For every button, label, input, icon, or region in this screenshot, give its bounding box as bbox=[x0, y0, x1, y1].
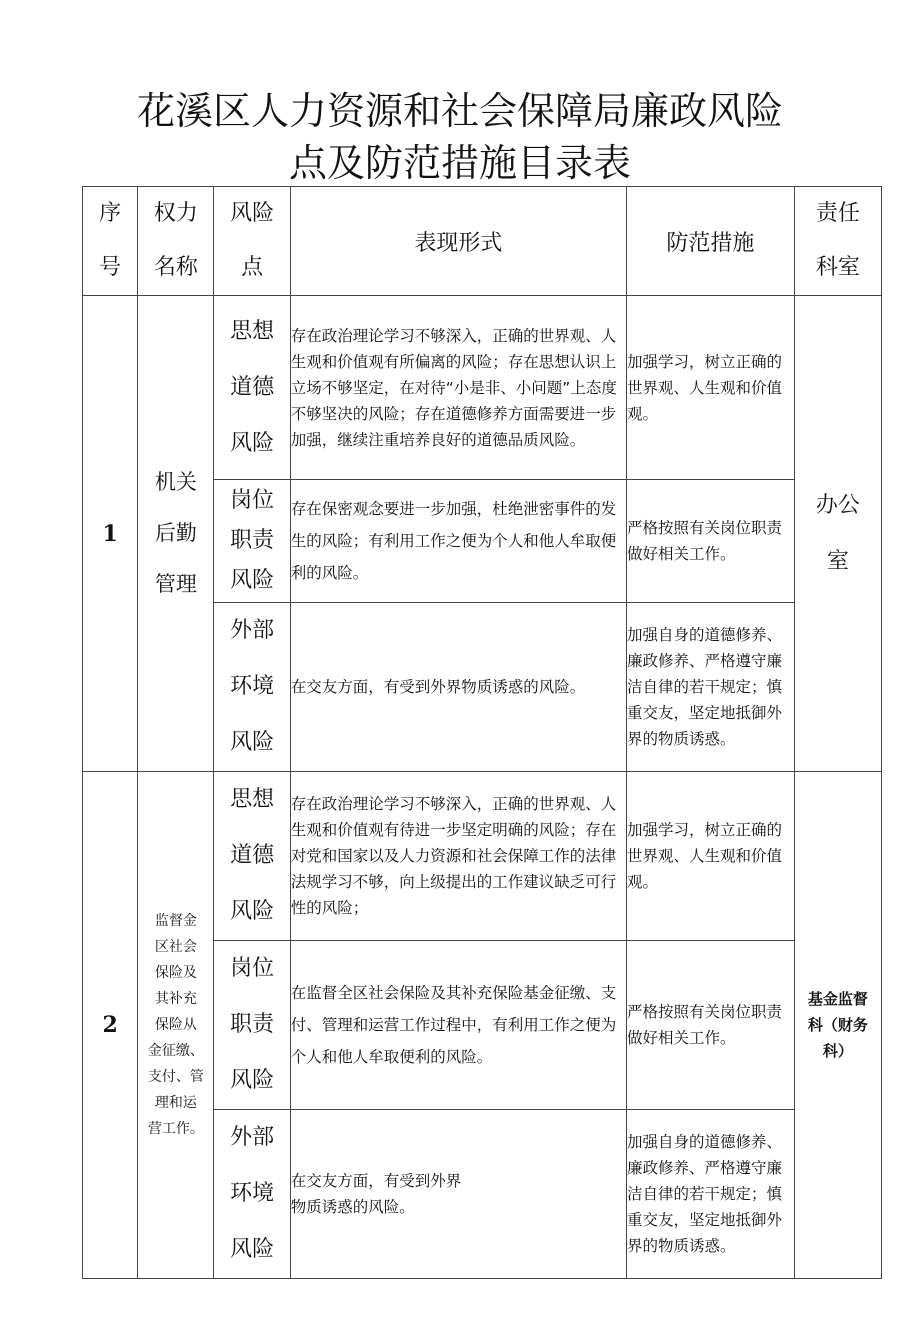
page-title-line-2: 点及防范措施目录表 bbox=[288, 141, 631, 185]
row-power-name: 机关 后勤 管理 bbox=[138, 296, 214, 772]
risk-table bbox=[82, 186, 882, 1279]
row-measures: 加强自身的道德修养、廉政修养、严格遵守廉洁自律的若干规定；慎重交友，坚定地抵御外界的物质诱惑。 bbox=[627, 603, 795, 772]
row-measures: 加强自身的道德修养、廉政修养、严格遵守廉洁自律的若干规定；慎重交友，坚定地抵御外界的物质诱惑。 bbox=[627, 1110, 795, 1279]
row-department: 基金监督 科（财务 科） bbox=[794, 772, 881, 1279]
row-measures: 严格按照有关岗位职责做好相关工作。 bbox=[627, 480, 795, 603]
table-row bbox=[83, 296, 882, 480]
row-risk-point: 外部 环境 风险 bbox=[214, 1110, 290, 1279]
header-risk-point: 风险 点 bbox=[214, 187, 290, 296]
row-manifestation: 在监督全区社会保险及其补充保险基金征缴、支付、管理和运营工作过程中，有利用工作之便为个人和他人牟取便利的风险。 bbox=[290, 941, 626, 1110]
row-seq: 1 bbox=[83, 296, 138, 772]
page-title-line-1: 花溪区人力资源和社会保障局廉政风险 bbox=[136, 89, 783, 133]
row-manifestation: 在交友方面，有受到外界 物质诱惑的风险。 bbox=[290, 1110, 626, 1279]
row-risk-point: 思想 道德 风险 bbox=[214, 296, 290, 480]
header-seq: 序 号 bbox=[83, 187, 138, 296]
header-manifestation: 表现形式 bbox=[290, 187, 626, 296]
row-manifestation: 存在保密观念要进一步加强，杜绝泄密事件的发生的风险；有利用工作之便为个人和他人牟取便利的风险。 bbox=[290, 480, 626, 603]
row-manifestation: 存在政治理论学习不够深入，正确的世界观、人生观和价值观有待进一步坚定明确的风险；存在对党和国家以及人力资源和社会保障工作的法律法规学习不够，向上级提出的工作建议缺乏可行性的风险； bbox=[290, 772, 626, 941]
table-header-row bbox=[83, 187, 882, 296]
row-risk-point: 岗位 职责 风险 bbox=[214, 941, 290, 1110]
header-measures: 防范措施 bbox=[627, 187, 795, 296]
row-risk-point: 思想 道德 风险 bbox=[214, 772, 290, 941]
row-manifestation: 存在政治理论学习不够深入，正确的世界观、人生观和价值观有所偏离的风险；存在思想认识上立场不够坚定，在对待“小是非、小问题”上态度不够坚决的风险；存在道德修养方面需要进一步加强，继续注重培养良好的道德品质风险。 bbox=[290, 296, 626, 480]
table-row bbox=[83, 772, 882, 941]
row-risk-point: 外部 环境 风险 bbox=[214, 603, 290, 772]
row-risk-point: 岗位 职责 风险 bbox=[214, 480, 290, 603]
row-power-name: 监督金 区社会 保险及 其补充 保险从 金征缴、 支付、管 理和运 营工作。 bbox=[138, 772, 214, 1279]
row-department: 办公 室 bbox=[794, 296, 881, 772]
row-measures: 严格按照有关岗位职责做好相关工作。 bbox=[627, 941, 795, 1110]
header-power-name: 权力 名称 bbox=[138, 187, 214, 296]
row-seq: 2 bbox=[83, 772, 138, 1279]
row-measures: 加强学习，树立正确的世界观、人生观和价值观。 bbox=[627, 772, 795, 941]
row-manifestation: 在交友方面，有受到外界物质诱惑的风险。 bbox=[290, 603, 626, 772]
header-department: 责任 科室 bbox=[794, 187, 881, 296]
row-measures: 加强学习，树立正确的世界观、人生观和价值观。 bbox=[627, 296, 795, 480]
